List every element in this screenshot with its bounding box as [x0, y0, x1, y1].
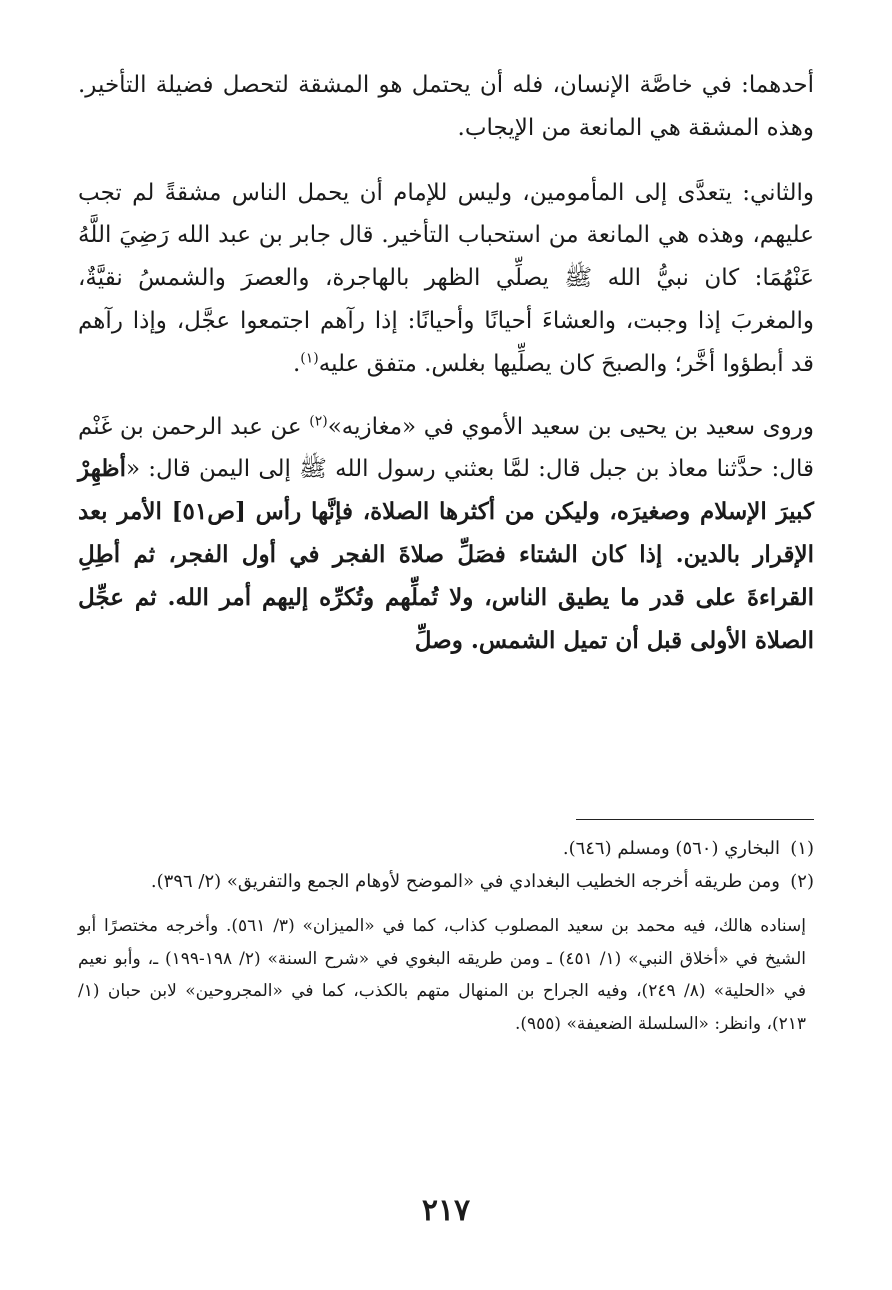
footnote-2-number: (٢) — [790, 871, 814, 892]
page-number: ٢١٧ — [421, 1193, 471, 1228]
paragraph-3-lead: وروى سعيد بن يحيى بن سعيد الأموي في «مغازيه» — [327, 413, 814, 440]
paragraph-2 — [78, 172, 814, 386]
paragraph-1 — [78, 64, 814, 150]
footnote-separator — [576, 819, 814, 820]
footnote-1-number: (١) — [790, 838, 814, 859]
hadith-quote-bold: أظهِرْ كبيرَ الإسلام وصغيرَه، وليكن من أكثرها الصلاة، فإنَّها رأس [ص٥١] الأمر بعد الإقرار بالدين. إذا كان الشتاء فصَلِّ صلاةَ الفجر في أول الفجر، ثم أطِلِ القراءةَ على قدر ما يطيق الناس، ولا تُملِّهم وتُكرِّه إليهم أمر الله. ثم عجِّل الصلاة الأولى قبل أن تميل الشمس. وصلِّ — [78, 455, 815, 654]
paragraph-3 — [78, 406, 814, 663]
footnote-ref-2[interactable]: (٢) — [309, 412, 328, 429]
paragraph-1-text: أحدهما: في خاصَّة الإنسان، فله أن يحتمل هو المشقة لتحصل فضيلة التأخير. وهذه المشقة هي المانعة من الإيجاب. — [78, 72, 814, 141]
footnote-2-commentary — [78, 910, 814, 1040]
footnotes — [78, 832, 814, 1040]
paragraph-2-tail: . — [292, 350, 301, 377]
footnote-1-text: البخاري (٥٦٠) ومسلم (٦٤٦). — [562, 838, 780, 859]
footnote-1 — [78, 832, 814, 865]
paragraph-3-plain: عن عبد الرحمن بن غَنْم قال: حدَّثنا معاذ بن جبل قال: لمَّا بعثني رسول الله ﷺ إلى اليمن قال: « — [78, 413, 814, 483]
paragraph-2-text: والثاني: يتعدَّى إلى المأمومين، وليس للإمام أن يحمل الناس مشقةً لم تجب عليهم، وهذه هي المانعة من استحباب التأخير. قال جابر بن عبد الله رَضِيَ اللَّهُ عَنْهُمَا: كان نبيُّ الله ﷺ يصلِّي الظهر بالهاجرة، والعصرَ والشمسُ نقيَّةٌ، والمغربَ إذا وجبت، والعشاءَ أحيانًا وأحيانًا: إذا رآهم اجتمعوا عجَّل، وإذا رآهم قد أبطؤوا أخَّر؛ والصبحَ كان يصلِّيها بغلس. متفق عليه — [78, 179, 814, 377]
footnote-commentary-text: إسناده هالك، فيه محمد بن سعيد المصلوب كذاب، كما في «الميزان» (٣/ ٥٦١). وأخرجه مختصرًا أبو الشيخ في «أخلاق النبي» (١/ ٤٥١) ـ ومن طريقه البغوي في «شرح السنة» (٢/ ١٩٨-١٩٩) ـ، وأبو نعيم في «الحلية» (٨/ ٢٤٩)، وفيه الجراح بن المنهال متهم بالكذب، كما في «المجروحين» لابن حبان (١/ ٢١٣)، وانظر: «السلسلة الضعيفة» (٩٥٥). — [78, 916, 807, 1034]
footnote-ref-1[interactable]: (١) — [300, 350, 319, 367]
footnote-2 — [78, 865, 814, 898]
footnote-2-text: ومن طريقه أخرجه الخطيب البغدادي في «الموضح لأوهام الجمع والتفريق» (٢/ ٣٩٦). — [150, 871, 780, 892]
